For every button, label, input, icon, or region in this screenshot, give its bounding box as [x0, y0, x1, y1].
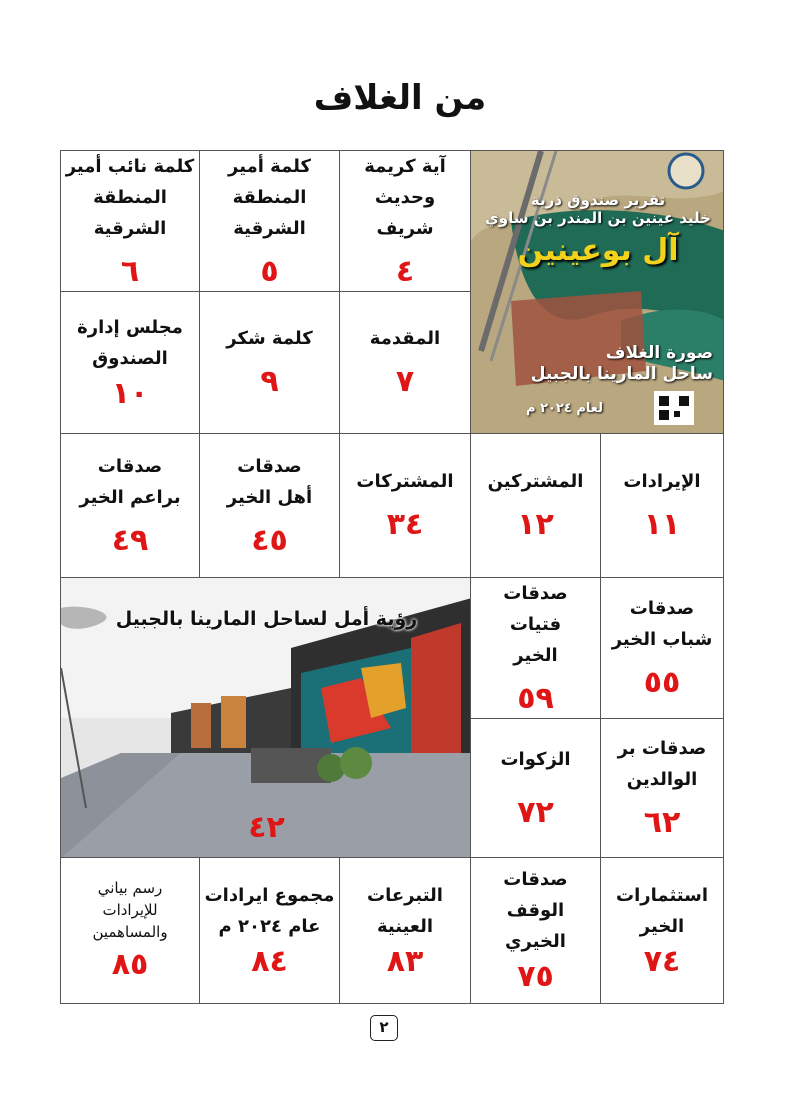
- marina-caption: رؤية أمل لساحل المارينا بالجبيل: [115, 608, 418, 630]
- toc-cell-chart[interactable]: رسم بياني للإيرادات والمساهمين ٨٥: [60, 857, 200, 1004]
- marina-image: [60, 577, 471, 858]
- toc-cell-board[interactable]: مجلس إدارة الصندوق ١٠: [60, 291, 200, 434]
- toc-cell-verse[interactable]: آية كريمة وحديث شريف ٤: [339, 150, 471, 292]
- toc-cell-prince-speech[interactable]: كلمة أمير المنطقة الشرقية ٥: [199, 150, 340, 292]
- toc-cell-baraem[interactable]: صدقات براعم الخير ٤٩: [60, 433, 200, 578]
- toc-cell-ahl-alkhair[interactable]: صدقات أهل الخير ٤٥: [199, 433, 340, 578]
- cover-year: لعام ٢٠٢٤ م: [526, 401, 603, 416]
- toc-cell-in-kind[interactable]: التبرعات العينية ٨٣: [339, 857, 471, 1004]
- toc-cell-total-revenue[interactable]: مجموع ايرادات عام ٢٠٢٤ م ٨٤: [199, 857, 340, 1004]
- toc-cell-birr[interactable]: صدقات بر الوالدين ٦٢: [600, 718, 724, 858]
- toc-cell-zakat[interactable]: الزكوات ٧٢: [470, 718, 601, 858]
- cover-image: [470, 150, 724, 434]
- toc-cell-revenues[interactable]: الإيرادات ١١: [600, 433, 724, 578]
- cover-family-name: آل بوعينين: [517, 233, 679, 268]
- marina-page-number: ٤٢: [248, 810, 285, 845]
- page-number: ٢: [370, 1015, 398, 1041]
- toc-cell-subscribers-m[interactable]: المشتركين ١٢: [470, 433, 601, 578]
- page-title: من الغلاف: [313, 78, 487, 118]
- toc-cell-fatayat[interactable]: صدقات فتيات الخير ٥٩: [470, 577, 601, 719]
- toc-cell-waqf[interactable]: صدقات الوقف الخيري ٧٥: [470, 857, 601, 1004]
- cover-line1: تقرير صندوق ذرية: [530, 191, 666, 209]
- toc-cell-investments[interactable]: استثمارات الخير ٧٤: [600, 857, 724, 1004]
- cover-caption1: صورة الغلاف: [605, 343, 713, 363]
- toc-cell-intro[interactable]: المقدمة ٧: [339, 291, 471, 434]
- cover-caption2: ساحل المارينا بالجبيل: [530, 364, 713, 384]
- toc-cell-shabab[interactable]: صدقات شباب الخير ٥٥: [600, 577, 724, 719]
- toc-cell-deputy-speech[interactable]: كلمة نائب أمير المنطقة الشرقية ٦: [60, 150, 200, 292]
- cover-line2: خليد عينين بن المندر بن ساوي: [485, 209, 711, 227]
- toc-cell-thanks[interactable]: كلمة شكر ٩: [199, 291, 340, 434]
- toc-cell-subscribers-f[interactable]: المشتركات ٣٤: [339, 433, 471, 578]
